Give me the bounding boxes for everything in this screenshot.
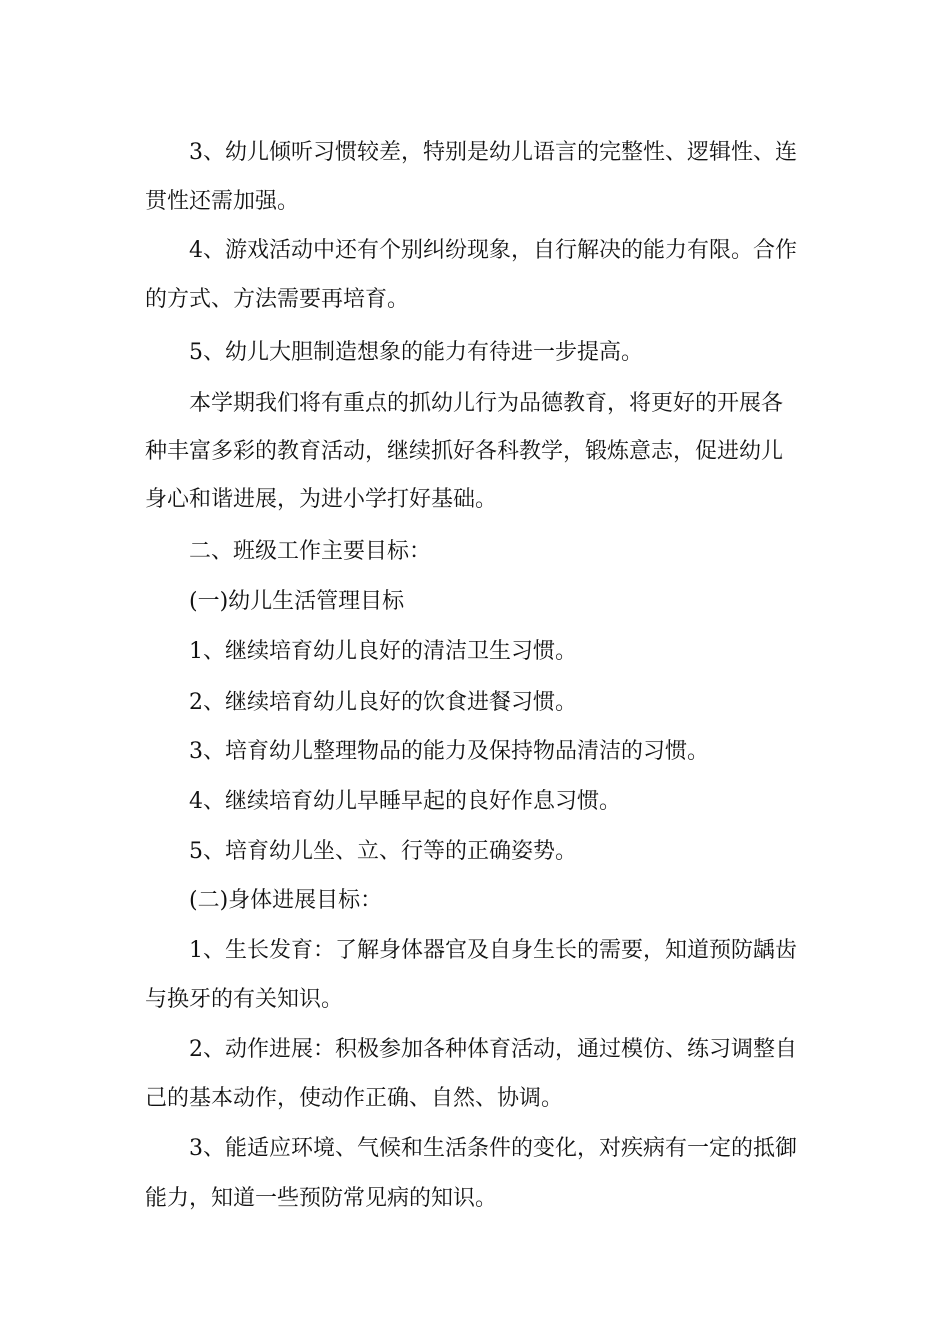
text-line: 5、幼儿大胆制造想象的能力有待进一步提高。 [189, 340, 643, 365]
text-line: 3、幼儿倾听习惯较差，特别是幼儿语言的完整性、逻辑性、连 [189, 140, 797, 165]
list-item: 1、继续培育幼儿良好的清洁卫生习惯。 [189, 639, 577, 664]
text-line: 1、生长发育：了解身体器官及自身生长的需要，知道预防龋齿 [189, 938, 797, 963]
subsection-heading: (一)幼儿生活管理目标 [189, 589, 405, 614]
text-line: 身心和谐进展，为进小学打好基础。 [145, 487, 498, 512]
text-line: 本学期我们将有重点的抓幼儿行为品德教育，将更好的开展各 [189, 391, 784, 416]
text-line: 种丰富多彩的教育活动，继续抓好各科教学，锻炼意志，促进幼儿 [145, 439, 784, 464]
list-item: 3、培育幼儿整理物品的能力及保持物品清洁的习惯。 [189, 739, 709, 764]
text-line: 2、动作进展：积极参加各种体育活动，通过模仿、练习调整自 [189, 1037, 797, 1062]
section-heading: 二、班级工作主要目标： [189, 539, 432, 564]
text-line: 己的基本动作，使动作正确、自然、协调。 [145, 1086, 564, 1111]
list-item: 2、继续培育幼儿良好的饮食进餐习惯。 [189, 690, 577, 715]
text-line: 4、游戏活动中还有个别纠纷现象，自行解决的能力有限。合作 [189, 238, 797, 263]
text-line: 贯性还需加强。 [145, 189, 300, 214]
subsection-heading: (二)身体进展目标： [189, 888, 383, 913]
list-item: 4、继续培育幼儿早睡早起的良好作息习惯。 [189, 789, 621, 814]
text-line: 能力，知道一些预防常见病的知识。 [145, 1186, 498, 1211]
list-item: 5、培育幼儿坐、立、行等的正确姿势。 [189, 839, 577, 864]
text-line: 的方式、方法需要再培育。 [145, 287, 410, 312]
text-line: 3、能适应环境、气候和生活条件的变化，对疾病有一定的抵御 [189, 1136, 797, 1161]
text-line: 与换牙的有关知识。 [145, 987, 344, 1012]
